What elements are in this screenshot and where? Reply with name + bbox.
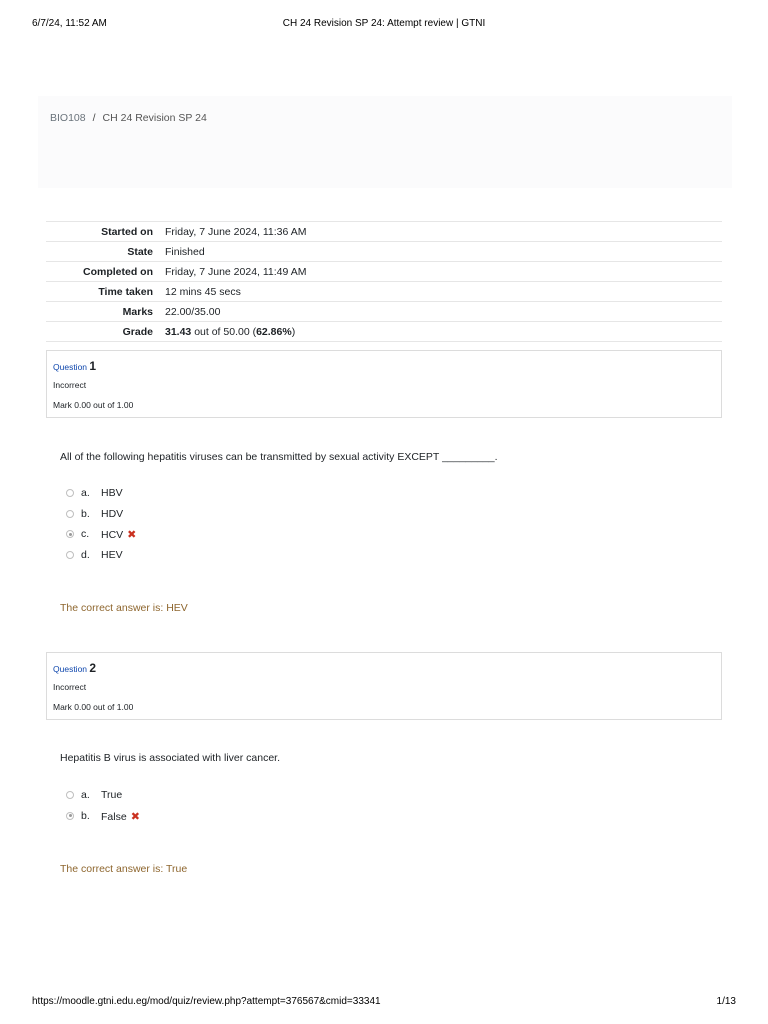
radio-button[interactable] xyxy=(66,510,74,518)
answer-letter: d. xyxy=(81,548,90,561)
summary-label: Started on xyxy=(46,222,165,242)
answer-letter: b. xyxy=(81,507,90,520)
breadcrumb-current[interactable]: CH 24 Revision SP 24 xyxy=(102,112,207,124)
answer-text: HCV xyxy=(101,529,124,541)
breadcrumb-separator: / xyxy=(92,112,96,124)
summary-value: Finished xyxy=(165,242,722,262)
summary-row-state xyxy=(46,242,722,262)
answer-letter: a. xyxy=(81,487,90,499)
incorrect-icon: ✖ xyxy=(127,529,137,541)
question-number-value: 1 xyxy=(89,359,97,373)
radio-button-selected[interactable] xyxy=(66,812,74,820)
print-url: https://moodle.gtni.edu.eg/mod/quiz/review.php?attempt=376567&cmid=33341 xyxy=(32,996,381,1007)
summary-row-grade xyxy=(46,322,722,342)
question-1-feedback: The correct answer is: HEV xyxy=(60,602,188,614)
summary-row-time-taken xyxy=(46,282,722,302)
question-mark: Mark 0.00 out of 1.00 xyxy=(53,702,134,712)
summary-label: Completed on xyxy=(46,262,165,282)
summary-value: Friday, 7 June 2024, 11:49 AM xyxy=(165,262,722,282)
print-footer xyxy=(32,996,736,1010)
answer-text-wrapper xyxy=(101,810,140,823)
grade-value xyxy=(165,322,722,342)
grade-out-of: out of 50.00 ( xyxy=(191,325,257,338)
answer-text: HDV xyxy=(101,507,124,520)
radio-button[interactable] xyxy=(66,489,74,497)
print-title: CH 24 Revision SP 24: Attempt review | GTNI xyxy=(282,18,486,29)
radio-button[interactable] xyxy=(66,791,74,799)
answer-text-wrapper xyxy=(101,528,136,541)
question-2-text: Hepatitis B virus is associated with liver cancer. xyxy=(60,752,281,764)
question-mark: Mark 0.00 out of 1.00 xyxy=(53,400,134,410)
grade-score: 31.43 xyxy=(165,325,192,338)
answer-text: HEV xyxy=(101,548,123,561)
summary-value: 22.00/35.00 xyxy=(165,302,722,322)
breadcrumb-course-link[interactable]: BIO108 xyxy=(50,112,86,124)
grade-percent: 62.86% xyxy=(256,325,292,338)
summary-row-marks xyxy=(46,302,722,322)
answer-text: True xyxy=(101,789,123,801)
question-number xyxy=(53,661,96,675)
print-page-number: 1/13 xyxy=(716,996,736,1007)
breadcrumb xyxy=(50,112,207,124)
answer-text: False xyxy=(101,810,127,823)
radio-button[interactable] xyxy=(66,551,74,559)
question-number-value: 2 xyxy=(89,661,97,675)
summary-label: Time taken xyxy=(46,282,165,302)
incorrect-icon: ✖ xyxy=(130,810,140,823)
question-2-feedback: The correct answer is: True xyxy=(60,863,188,875)
question-state: Incorrect xyxy=(53,682,87,692)
summary-value: Friday, 7 June 2024, 11:36 AM xyxy=(165,222,722,242)
answer-letter: c. xyxy=(81,528,90,540)
attempt-summary-table xyxy=(46,221,722,342)
question-prefix: Question xyxy=(53,362,88,372)
summary-label: State xyxy=(46,242,165,262)
question-1-text: All of the following hepatitis viruses can be transmitted by sexual activity EXCEPT _________. xyxy=(60,451,498,463)
print-date: 6/7/24, 11:52 AM xyxy=(32,18,107,29)
summary-label: Marks xyxy=(46,302,165,322)
question-prefix: Question xyxy=(53,664,88,674)
question-state: Incorrect xyxy=(53,380,87,390)
summary-row-completed xyxy=(46,262,722,282)
answer-text: HBV xyxy=(101,487,123,499)
print-header xyxy=(32,18,736,32)
summary-row-started xyxy=(46,222,722,242)
summary-label: Grade xyxy=(46,322,165,342)
page-header xyxy=(38,96,732,188)
question-2-info xyxy=(46,652,722,720)
answer-letter: a. xyxy=(81,789,90,801)
question-number xyxy=(53,359,96,373)
summary-value: 12 mins 45 secs xyxy=(165,282,722,302)
radio-button-selected[interactable] xyxy=(66,530,74,538)
answer-letter: b. xyxy=(81,809,90,822)
question-1-info xyxy=(46,350,722,418)
grade-close: ) xyxy=(291,325,296,338)
